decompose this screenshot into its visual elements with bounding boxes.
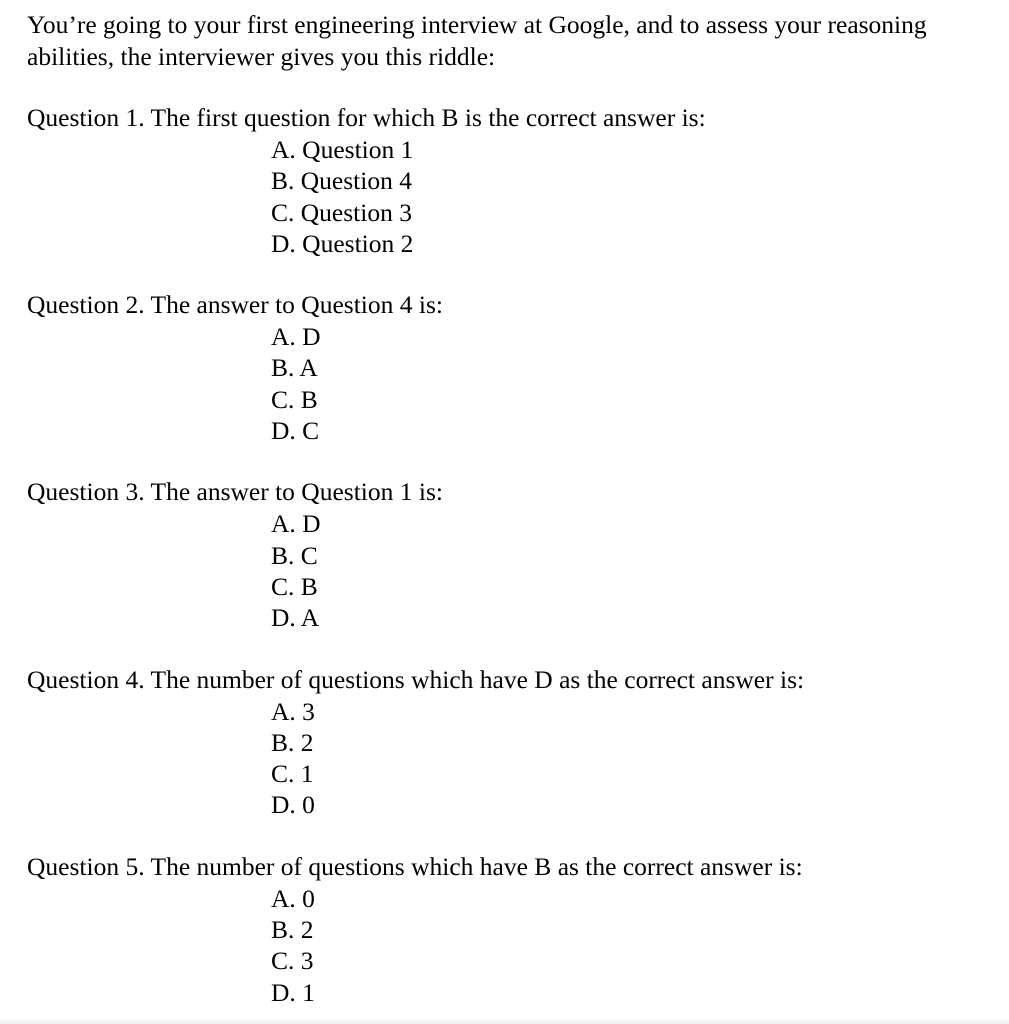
- option-b: B. Question 4: [271, 166, 412, 196]
- option-list: [271, 321, 1002, 446]
- intro-paragraph: You’re going to your first engineering interview at Google, and to assess your reasoning abilities, the interviewer gives you this riddle:: [27, 10, 927, 71]
- option-b: B. 2: [271, 727, 314, 757]
- option-d: D. 1: [271, 977, 315, 1007]
- option-list: [271, 134, 1002, 259]
- question-2: [27, 289, 1002, 446]
- question-text: Question 5. The number of questions which have B as the correct answer is:: [27, 851, 803, 881]
- option-d: D. A: [271, 603, 320, 633]
- option-d: D. 0: [271, 790, 315, 820]
- document: [27, 9, 1002, 1008]
- option-a: A. 0: [271, 883, 315, 913]
- option-c: C. 1: [271, 759, 314, 789]
- option-b: B. C: [271, 540, 318, 570]
- question-1: [27, 102, 1002, 259]
- page-bottom-edge: [0, 1018, 1009, 1024]
- question-text: Question 2. The answer to Question 4 is:: [27, 290, 443, 320]
- question-text: Question 1. The first question for which B is the correct answer is:: [27, 103, 706, 132]
- spacer: [27, 634, 1002, 664]
- question-text: Question 4. The number of questions which have D as the correct answer is:: [27, 664, 805, 694]
- option-a: A. D: [271, 509, 321, 539]
- spacer: [27, 259, 1002, 289]
- question-5: [27, 851, 1002, 1008]
- question-4: [27, 664, 1002, 821]
- option-list: [271, 883, 1002, 1008]
- spacer: [27, 446, 1002, 476]
- option-list: [271, 696, 1002, 821]
- option-a: A. D: [271, 322, 321, 352]
- option-a: A. 3: [271, 696, 315, 726]
- option-c: C. 3: [271, 946, 314, 976]
- question-3: [27, 476, 1002, 633]
- option-c: C. Question 3: [271, 197, 412, 227]
- option-list: [271, 508, 1002, 633]
- spacer: [27, 821, 1002, 851]
- option-d: D. C: [271, 416, 320, 446]
- question-text: Question 3. The answer to Question 1 is:: [27, 477, 443, 507]
- option-b: B. A: [271, 353, 318, 383]
- option-a: A. Question 1: [271, 135, 414, 164]
- option-c: C. B: [271, 384, 318, 414]
- option-d: D. Question 2: [271, 228, 414, 258]
- option-c: C. B: [271, 571, 318, 601]
- option-b: B. 2: [271, 915, 314, 945]
